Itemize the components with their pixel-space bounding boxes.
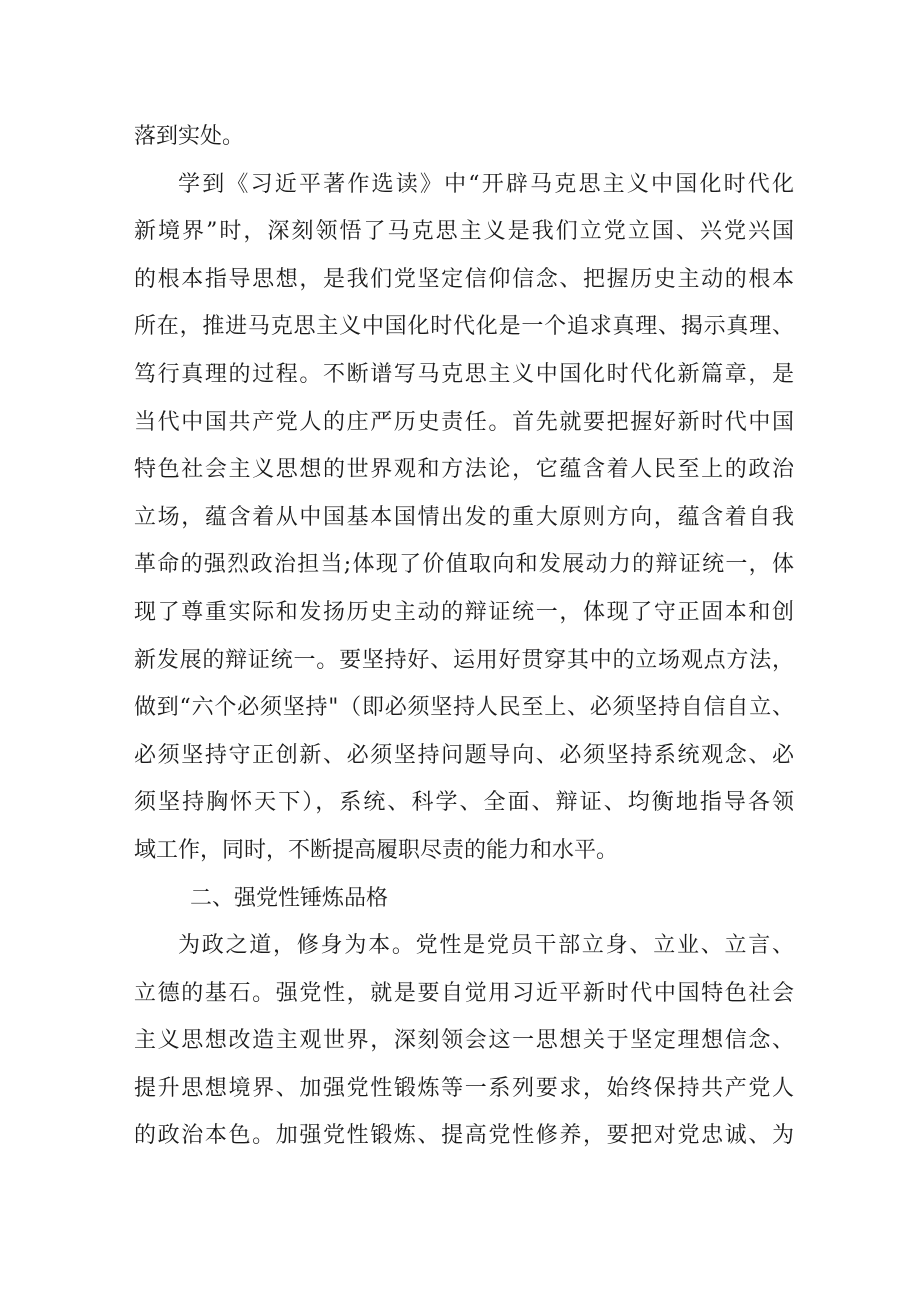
text-line: 立场，蕴含着从中国基本国情出发的重大原则方向，蕴含着自我: [134, 504, 794, 530]
text-line: 特色社会主义思想的世界观和方法论，它蕴含着人民至上的政治: [134, 457, 794, 483]
text-line: 落到实处。: [134, 124, 245, 149]
text-line: 现了尊重实际和发扬历史主动的辩证统一，体现了守正固本和创: [134, 599, 794, 625]
paragraph-marxism-sinicization: [134, 161, 794, 875]
text-line: 立德的基石。强党性，就是要自觉用习近平新时代中国特色社会: [134, 980, 794, 1006]
text-line: 所在，推进马克思主义中国化时代化是一个追求真理、揭示真理、: [134, 314, 794, 340]
text-line: 的政治本色。加强党性锻炼、提高党性修养，要把对党忠诚、为: [134, 1123, 794, 1149]
text-line: 做到“六个必须坚持"（即必须坚持人民至上、必须坚持自信自立、: [134, 695, 794, 721]
text-line: 须坚持胸怀天下），系统、科学、全面、辩证、均衡地指导各领: [134, 790, 794, 816]
text-line: 革命的强烈政治担当;体现了价值取向和发展动力的辩证统一，体: [134, 552, 794, 578]
section-heading-text: 二、强党性锤炼品格: [190, 885, 389, 911]
document-page: [134, 113, 794, 1160]
paragraph-party-spirit: [134, 922, 794, 1160]
text-line: 为政之道，修身为本。党性是党员干部立身、立业、立言、: [178, 933, 794, 959]
text-line: 提升思想境界、加强党性锻炼等一系列要求，始终保持共产党人: [134, 1075, 794, 1101]
text-line: 新发展的辩证统一。要坚持好、运用好贯穿其中的立场观点方法，: [134, 647, 794, 673]
paragraph-continuation: [134, 113, 794, 161]
text-line: 的根本指导思想，是我们党坚定信仰信念、把握历史主动的根本: [134, 266, 794, 292]
text-line: 当代中国共产党人的庄严历史责任。首先就要把握好新时代中国: [134, 409, 794, 435]
text-line: 新境界”时，深刻领悟了马克思主义是我们立党立国、兴党兴国: [134, 219, 794, 245]
section-heading: [134, 875, 794, 923]
text-line: 笃行真理的过程。不断谱写马克思主义中国化时代化新篇章，是: [134, 361, 794, 387]
text-line: 学到《习近平著作选读》中“开辟马克思主义中国化时代化: [178, 171, 794, 197]
text-line: 必须坚持守正创新、必须坚持问题导向、必须坚持系统观念、必: [134, 742, 794, 768]
text-line: 域工作，同时，不断提高履职尽责的能力和水平。: [134, 837, 619, 863]
text-line: 主义思想改造主观世界，深刻领会这一思想关于坚定理想信念、: [134, 1028, 794, 1054]
